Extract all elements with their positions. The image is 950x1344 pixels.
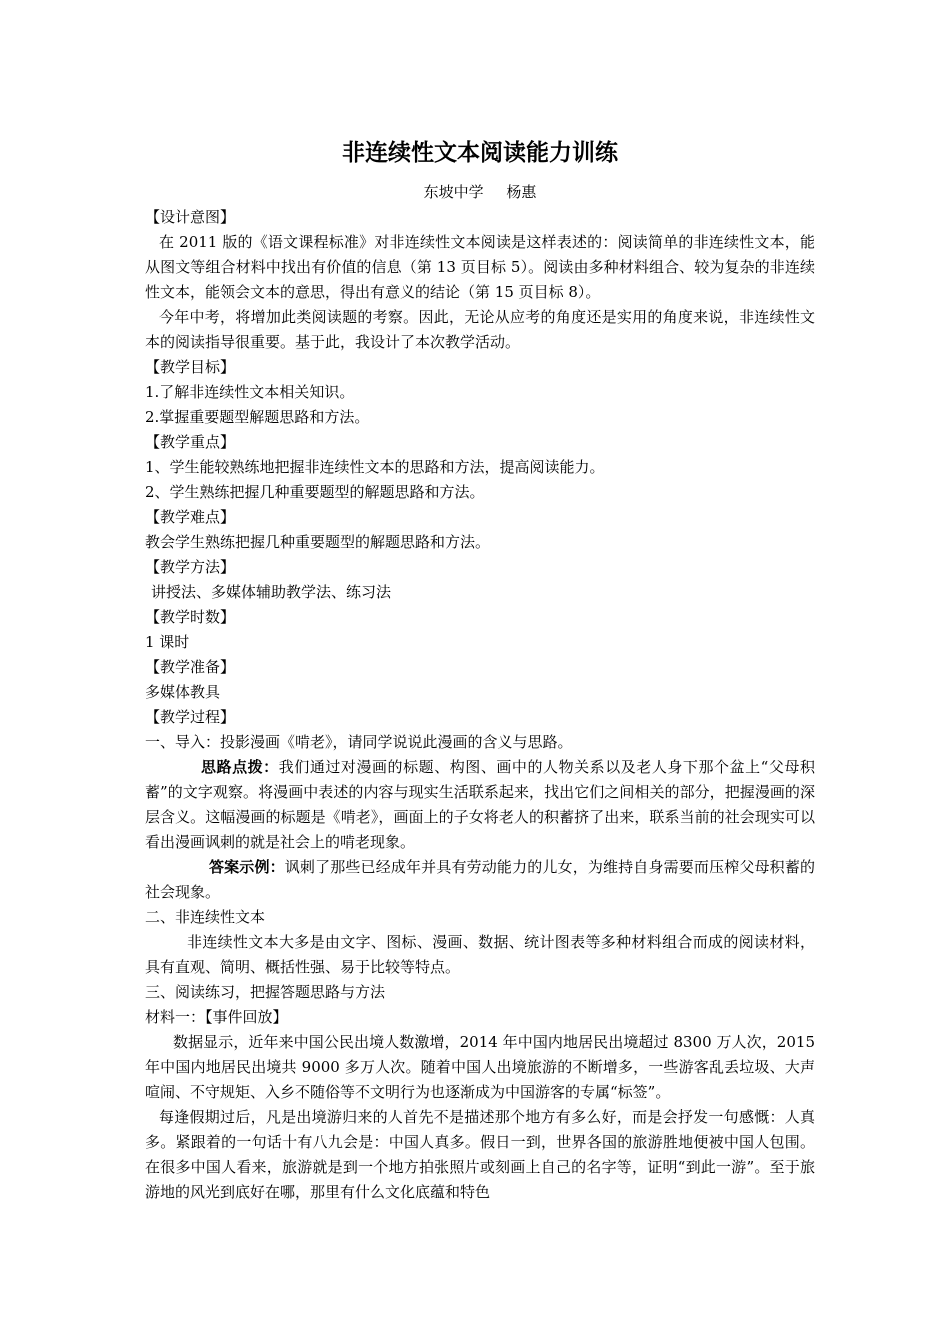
document-title: 非连续性文本阅读能力训练 [342,140,618,166]
hint-label: 思路点拨： [201,758,279,776]
heading-design: 【设计意图】 [145,208,236,226]
difficulty-item-1: 教会学生熟练把握几种重要题型的解题思路和方法。 [145,533,491,551]
section-2-text: 非连续性文本大多是由文字、图标、漫画、数据、统计图表等多种材料组合而成的阅读材料，具有直观、简明、概括性强、易于比较等特点。 [145,933,815,976]
heading-difficulty: 【教学难点】 [145,508,236,526]
document-author: 东坡中学 杨惠 [423,183,537,201]
paragraph-design-2: 今年中考，将增加此类阅读题的考察。因此，无论从应考的角度还是实用的角度来说，非连续性文本的阅读指导很重要。基于此，我设计了本次教学活动。 [145,308,815,351]
key-item-1: 1、学生能较熟练地把握非连续性文本的思路和方法，提高阅读能力。 [145,458,605,476]
document-body [145,134,815,1205]
goal-item-1: 1.了解非连续性文本相关知识。 [145,383,355,401]
time-item-1: 1 课时 [145,633,190,651]
heading-key: 【教学重点】 [145,433,236,451]
goal-item-2: 2.掌握重要题型解题思路和方法。 [145,408,370,426]
heading-process: 【教学过程】 [145,708,236,726]
material-1-heading: 材料一：【事件回放】 [145,1008,288,1026]
process-item-1: 一、导入：投影漫画《啃老》，请同学说说此漫画的含义与思路。 [145,733,573,751]
paragraph-design-1: 在 2011 版的《语文课程标准》对非连续性文本阅读是这样表述的：阅读简单的非连续性文本，能从图文等组合材料中找出有价值的信息（第 13 页目标 5）。阅读由多种材料组合、较为复杂的非连续性文本，能领会文本的意思，得出有意义的结论（第 15 页目标 8）。 [145,233,815,301]
material-1-paragraph-1: 数据显示，近年来中国公民出境人数激增，2014 年中国内地居民出境超过 8300 万人次，2015 年中国内地居民出境共 9000 多万人次。随着中国人出境旅游的不断增多，一些游客乱丢垃圾、大声喧闹、不守规矩、入乡不随俗等不文明行为也逐渐成为中国游客的专属“标签”。 [145,1033,815,1101]
paragraph-hint [145,755,815,855]
heading-method: 【教学方法】 [145,558,236,576]
section-3-heading: 三、阅读练习，把握答题思路与方法 [145,983,386,1001]
material-1-paragraph-2: 每逢假期过后，凡是出境游归来的人首先不是描述那个地方有多么好，而是会抒发一句感慨：人真多。紧跟着的一句话十有八九会是：中国人真多。假日一到，世界各国的旅游胜地便被中国人包围。在很多中国人看来，旅游就是到一个地方拍张照片或刻画上自己的名字等，证明“到此一游”。至于旅游地的风光到底好在哪，那里有什么文化底蕴和特色 [145,1108,815,1201]
key-item-2: 2、学生熟练把握几种重要题型的解题思路和方法。 [145,483,485,501]
paragraph-answer [145,855,815,905]
method-item-1: 讲授法、多媒体辅助教学法、练习法 [151,583,392,601]
hint-text: 我们通过对漫画的标题、构图、画中的人物关系以及老人身下那个盆上“父母积蓄”的文字观察。将漫画中表述的内容与现实生活联系起来，找出它们之间相关的部分，把握漫画的深层含义。这幅漫画的标题是《啃老》，画面上的子女将老人的积蓄挤了出来，联系当前的社会现实可以看出漫画讽刺的就是社会上的啃老现象。 [145,758,815,851]
answer-text: 讽刺了那些已经成年并具有劳动能力的儿女，为维持自身需要而压榨父母积蓄的社会现象。 [145,858,815,901]
answer-label: 答案示例： [209,858,285,876]
heading-goal: 【教学目标】 [145,358,236,376]
heading-time: 【教学时数】 [145,608,236,626]
heading-prep: 【教学准备】 [145,658,236,676]
section-2-heading: 二、非连续性文本 [145,908,266,926]
prep-item-1: 多媒体教具 [145,683,221,701]
